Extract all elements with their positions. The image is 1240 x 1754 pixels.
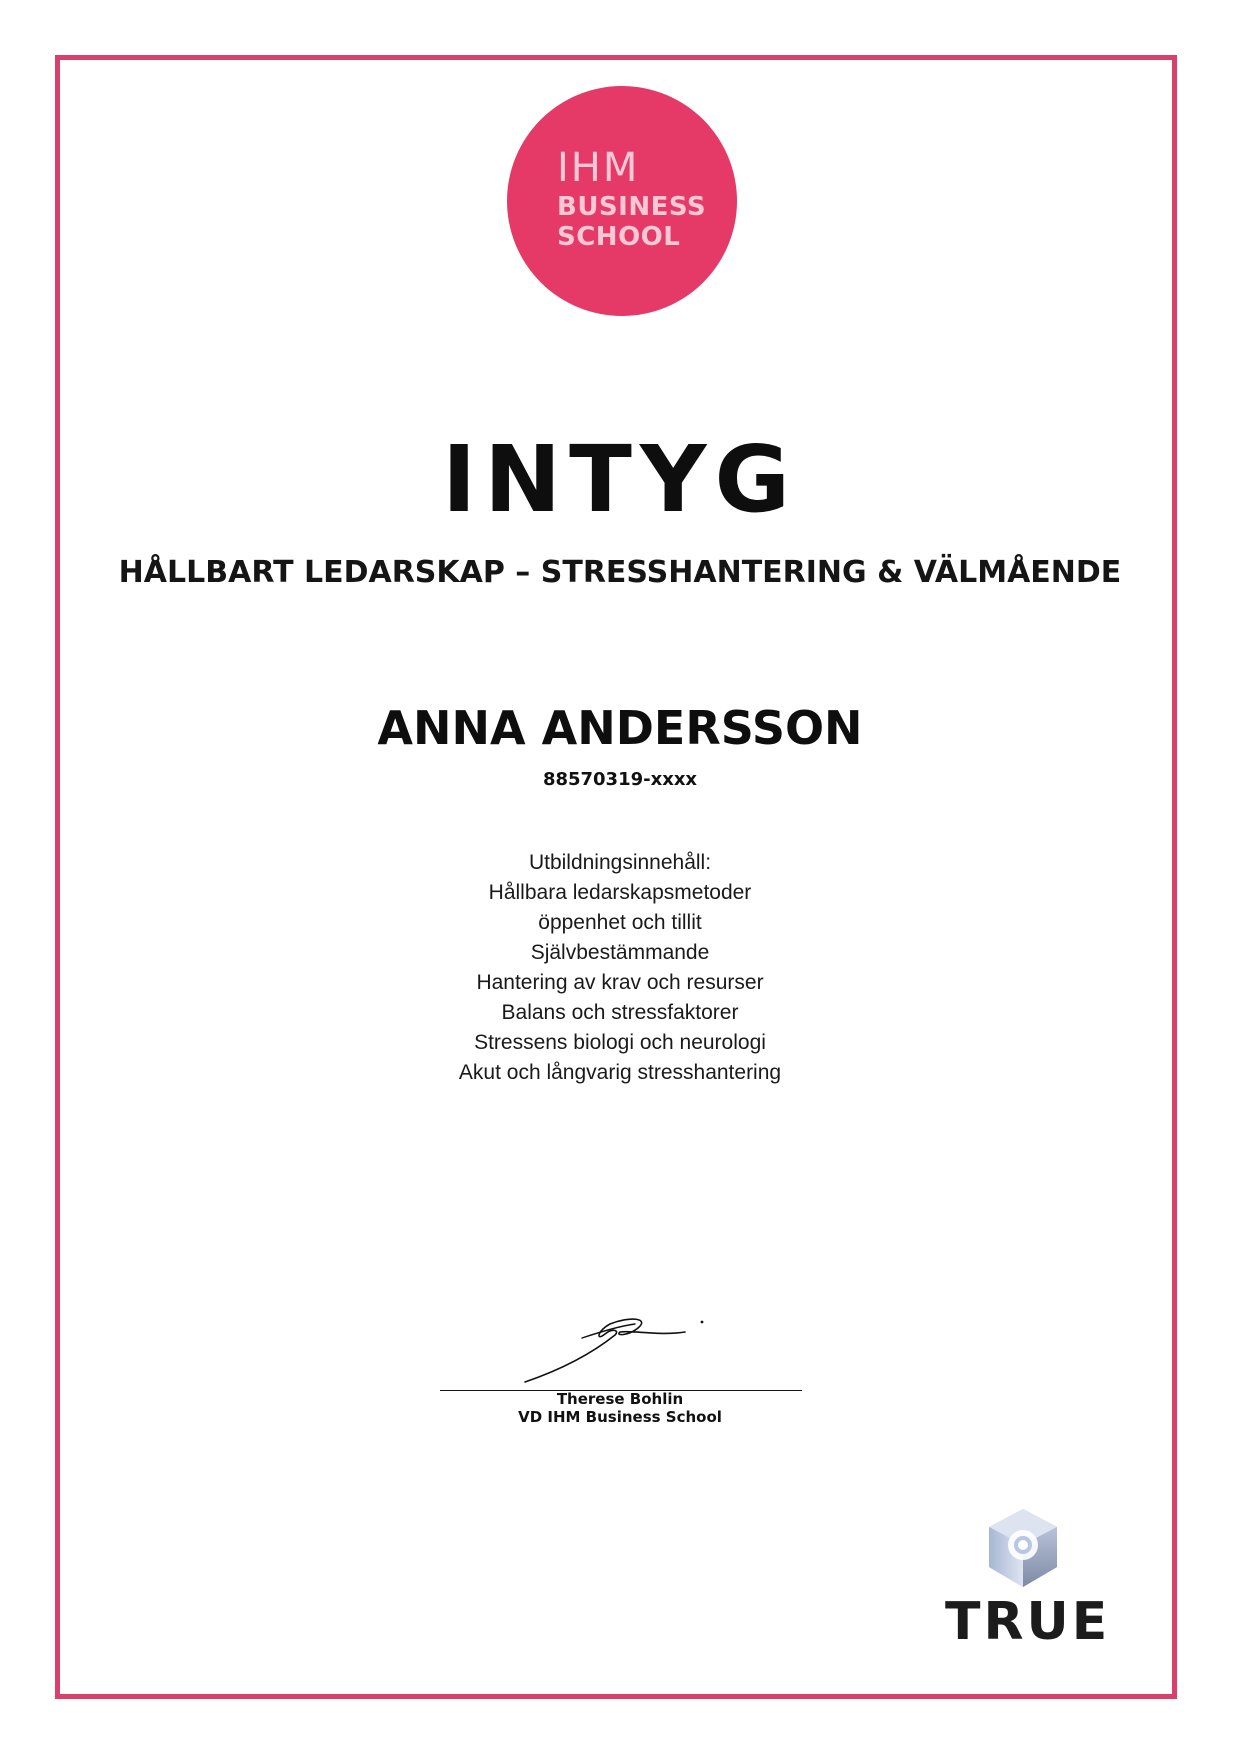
signer-name: Therese Bohlin [556,1390,684,1408]
course-content-item: Självbestämmande [530,941,710,964]
course-content-item: Stressens biologi och neurologi [474,1031,766,1054]
course-name: HÅLLBART LEDARSKAP – STRESSHANTERING & VÄLMÅENDE [118,555,1122,590]
logo-business-text: BUSINESS [557,192,707,222]
course-content-item: Hantering av krav och resurser [476,971,764,994]
signer-title: VD IHM Business School [518,1408,722,1426]
ihm-business-school-logo [507,86,737,316]
recipient-id: 88570319-xxxx [542,769,698,790]
certificate-title: INTYG [441,426,799,533]
course-content-item: Balans och stressfaktorer [501,1001,739,1024]
recipient-name: ANNA ANDERSSON [377,701,863,755]
course-content-item: Hållbara ledarskapsmetoder [488,881,752,904]
course-content-item: öppenhet och tillit [538,911,702,934]
logo-ihm-text: IHM [557,145,640,191]
logo-school-text: SCHOOL [557,222,681,252]
hexagon-cube-icon [983,1505,1063,1591]
true-logo-text: TRUE [945,1592,1111,1652]
course-content-list [0,848,1240,1088]
course-content-heading: Utbildningsinnehåll: [528,851,712,874]
handwritten-signature [520,1310,720,1390]
course-content-item: Akut och långvarig stresshantering [458,1061,782,1084]
